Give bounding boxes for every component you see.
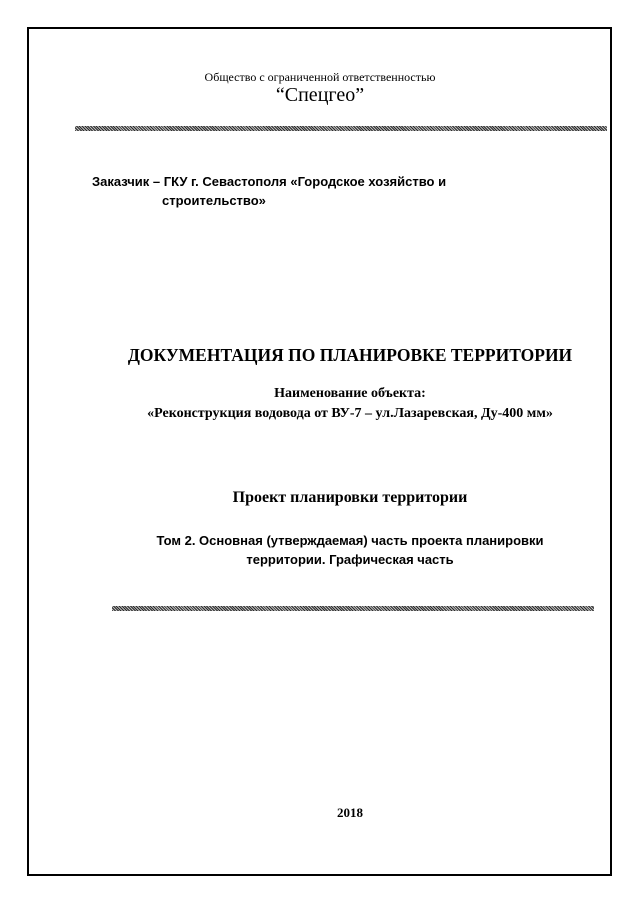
object-name: «Реконструкция водовода от ВУ-7 – ул.Лазаревская, Ду-400 мм» bbox=[147, 406, 553, 421]
volume-line-2: территории. Графическая часть bbox=[246, 552, 454, 567]
volume-line-1: Том 2. Основная (утверждаемая) часть проекта планировки bbox=[156, 533, 544, 548]
volume-description bbox=[0, 531, 640, 569]
customer-block bbox=[92, 172, 446, 210]
footer-divider bbox=[112, 606, 594, 611]
document-title: ДОКУМЕНТАЦИЯ ПО ПЛАНИРОВКЕ ТЕРРИТОРИИ bbox=[127, 345, 573, 365]
organization-name: “Спецгео” bbox=[275, 84, 365, 106]
project-title: Проект планировки территории bbox=[232, 489, 468, 506]
organization-type: Общество с ограниченной ответственностью bbox=[204, 70, 436, 84]
customer-line-1: Заказчик – ГКУ г. Севастополя «Городское хозяйство и bbox=[92, 174, 447, 189]
header-divider bbox=[75, 126, 607, 131]
page-border-frame bbox=[27, 27, 612, 876]
customer-line-2: строительство» bbox=[162, 193, 266, 208]
document-year: 2018 bbox=[337, 805, 363, 820]
object-label: Наименование объекта: bbox=[274, 386, 426, 401]
